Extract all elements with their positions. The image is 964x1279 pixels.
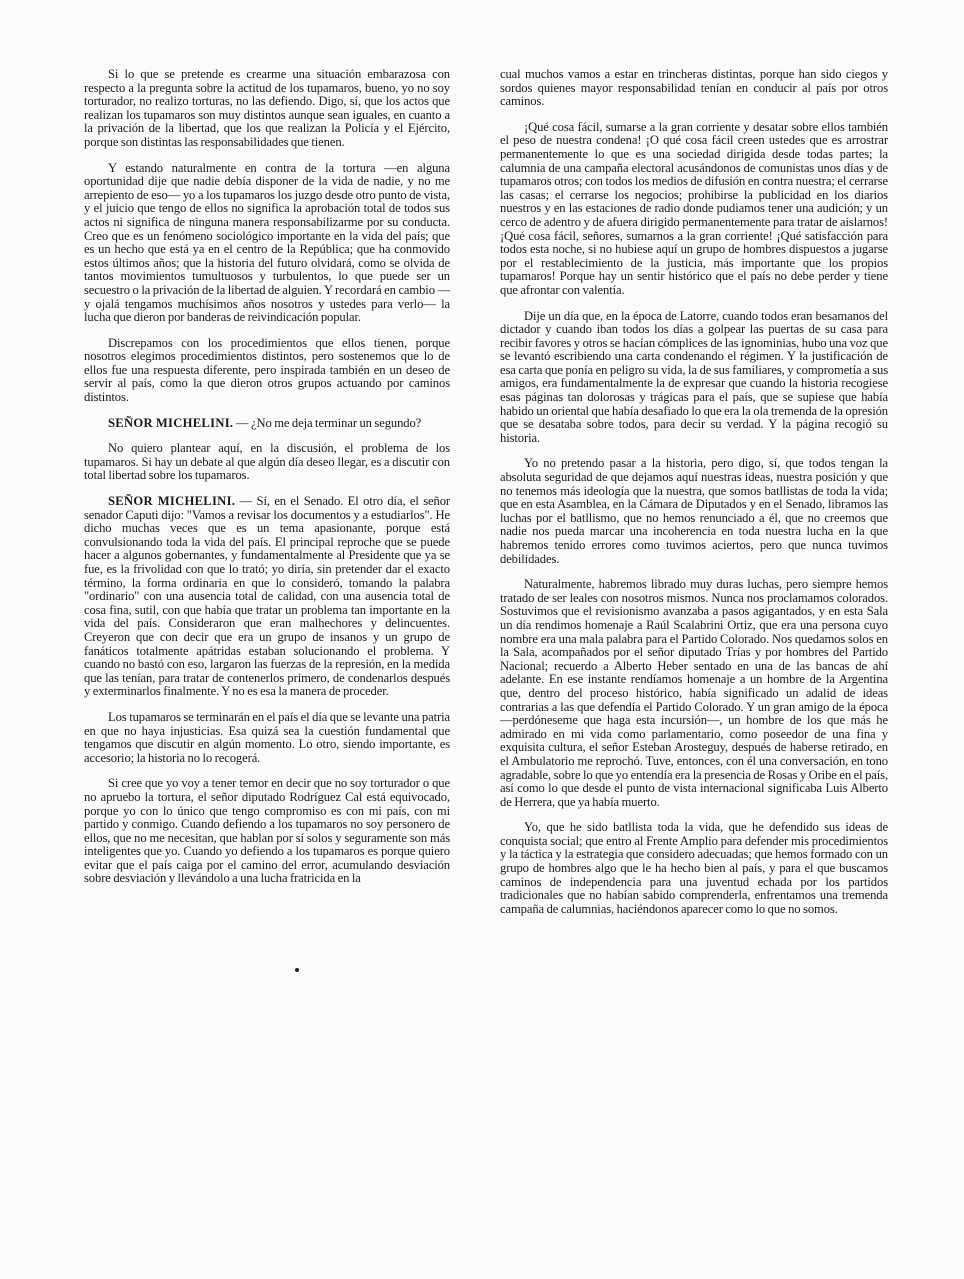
paragraph: Yo, que he sido batllista toda la vida, que he defendido sus ideas de conquista social; que entro al Frente Amplio para defender mis procedimientos y la táctica y la estrategia que considero adecuadas; que hemos formado con un grupo de hombres algo que le ha hecho bien al país, y para el que buscamos caminos de independencia para una juventud echada por los partidos tradicionales que no habían sabido comprenderla, enfrentamos una tremenda campaña de calumnias, haciéndonos aparecer como lo que no somos.: [500, 820, 888, 916]
speaker-paragraph: [84, 417, 450, 431]
paragraph: Si lo que se pretende es crearme una situación embarazosa con respecto a la pregunta sobre la actitud de los tupamaros, bueno, yo no soy torturador, no realizo torturas, no las defiendo. Digo, sí, que los actos que realizan los tupamaros son muy distintos aunque sean iguales, en cuanto a la privación de la libertad, que los que realizan la Policía y el Ejército, porque son distintas las responsabilidades que tienen.: [84, 67, 450, 149]
speaker-text: — Sí, en el Senado. El otro día, el señor senador Caputi dijo: "Vamos a revisar los documentos y a estudiarlos". He dicho muchas veces que es un tema apasionante, porque está convulsionando toda la vida del país. El principal reproche que se puede hacer a algunos gobernantes, y fundamentalmente al Presidente que ya se fue, es la frivolidad con que lo trató; yo diría, sin pretender dar el exacto término, la forma ordinaria en que lo consideró, tomando la palabra "ordinario" con una ausencia total de calidad, con una ausencia total de cosa fina, sutil, con que había que tratar un problema tan importante en la vida del país. Consideraron que eran malhechores y delincuentes. Creyeron que con decir que era un grupo de insanos y un grupo de fanáticos totalmente apátridas estaban solucionando el problema. Y cuando no bastó con eso, largaron las fuerzas de la represión, en la medida que las tenían, para tratar de contenerlos primero, de condenarlos después y exterminarlos finalmente. Y no es esa la manera de proceder.: [84, 494, 450, 699]
right-column: [500, 68, 888, 928]
paragraph: Los tupamaros se terminarán en el país el día que se levante una patria en que no haya injusticias. Esa quizá sea la cuestión fundamental que tengamos que discutir en algún momento. Lo otro, siendo importante, es accesorio; la historia no lo recogerá.: [84, 709, 450, 765]
speaker-paragraph: [84, 495, 450, 699]
paragraph: Dije un día que, en la época de Latorre, cuando todos eran besamanos del dictador y cuando iban todos los días a golpear las puertas de su casa para recibir favores y otros se hacían cómplices de las ignominias, hubo una voz que se levantó escribiendo una carta condenando el régimen. Y la justificación de esa carta que ponía en peligro su vida, la de sus familiares, y comprometía a sus amigos, era fundamentalmente la de expresar que cuando la historia recogiese esas páginas tan dolorosas y trágicas para el país, que se supiese que había habido un oriental que había desafiado lo que era la ola tremenda de la opresión que se desataba sobre todos, para decir su verdad. Y la página recogió su historia.: [500, 308, 888, 445]
speaker-text: — ¿No me deja terminar un segundo?: [233, 415, 422, 430]
paragraph: Si cree que yo voy a tener temor en decir que no soy torturador o que no apruebo la tortura, el señor diputado Rodríguez Cal está equivocado, porque yo con lo único que tengo compromiso es con mi país, con mi partido y conmigo. Cuando defiendo a los tupamaros no soy personero de ellos, que no me necesitan, que hablan por sí solos y seguramente son más inteligentes que yo. Cuando yo defiendo a los tupamaros es porque quiero evitar que el país caiga por el camino del error, acumulando desviación sobre desviación y llevándolo a una lucha fratricida en la: [84, 776, 450, 886]
speaker-name: SEÑOR MICHELINI.: [108, 415, 234, 430]
paragraph: Yo no pretendo pasar a la historia, pero digo, sí, que todos tengan la absoluta seguridad de que dejamos aquí nuestras ideas, nuestra posición y que no tenemos más ideología que la nuestra, que somos batllistas de toda la vida; que en esta Asamblea, en la Cámara de Diputados y en el Senado, libramos las luchas por el batllismo, que no hemos renunciado a él, que no creemos que nadie nos pueda marcar una incoherencia en toda nuestra lucha en la que habremos tenido errores como tuvimos aciertos, pero que nunca tuvimos debilidades.: [500, 456, 888, 566]
paragraph: Naturalmente, habremos librado muy duras luchas, pero siempre hemos tratado de ser leales con nosotros mismos. Nunca nos proclamamos colorados. Sostuvimos que el revisionismo avanzaba a pasos agigantados, y en esta Sala un día rendimos homenaje a Raúl Scalabrini Ortiz, que era una persona cuyo nombre era una mala palabra para el Partido Colorado. Nos quedamos solos en la Sala, acompañados por el señor diputado Trías y por hombres del Partido Nacional; recuerdo a Alberto Heber sentado en una de las bancas de ahí adelante. En ese instante rendíamos homenaje a un hombre de la Argentina que, dentro del proceso histórico, había significado un adalid de ideas contrarias a las que defendía el Partido Colorado. Y un gran amigo de la época —perdóneseme que haga esta incursión—, un hombre de los que más he admirado en mi vida como parlamentario, como poseedor de una fina y exquisita cultura, el señor Esteban Arosteguy, después de haberse retirado, en el Ambulatorio me reprochó. Tuve, entonces, con él una conversación, en tono agradable, sobre lo que yo entendía era la presencia de Rosas y Oribe en el país, así como lo que desde el punto de vista internacional significaba Luis Alberto de Herrera, que ya había muerto.: [500, 577, 888, 809]
paragraph: No quiero plantear aquí, en la discusión, el problema de los tupamaros. Si hay un debate al que algún día deseo llegar, es a discutir con total libertad sobre los tupamaros.: [84, 441, 450, 483]
bullet-mark: [295, 968, 299, 972]
left-column: [84, 68, 450, 898]
paragraph: cual muchos vamos a estar en trincheras distintas, porque han sido ciegos y sordos quienes mayor responsabilidad tenían en conducir al país por otros caminos.: [500, 67, 888, 109]
paragraph: Discrepamos con los procedimientos que ellos tienen, porque nosotros elegimos procedimientos distintos, pero sostenemos que lo de ellos fue una respuesta diferente, pero inspirada también en un deseo de servir al país, como la que dieron otros grupos actuando por caminos distintos.: [84, 335, 450, 405]
speaker-name: SEÑOR MICHELINI.: [108, 494, 236, 509]
paragraph: ¡Qué cosa fácil, sumarse a la gran corriente y desatar sobre ellos también el peso de nuestra condena! ¡O qué cosa fácil creen ustedes que es arrostrar permanentemente lo que es una sociedad dirigida desde todas partes; la calumnia de una campaña electoral acusándonos de comunistas unos días y de tupamaros otros; con todos los medios de difusión en contra nuestra; el cerrarse las casas; el cerrarse los negocios; prohibirse la publicidad en los diarios nuestros y en las estaciones de radio donde pudiamos tener una audición; y un cerco de adentro y de afuera dirigido permanentemente para tratar de aislarnos! ¡Qué cosa fácil, señores, sumarnos a la gran corriente! ¡Qué satisfacción para todos esta noche, si no hubiese aquí un grupo de hombres dispuestos a jugarse por el restablecimiento de la justicia, más importante que los propios tupamaros! Porque hay un sentir histórico que el país no debe perder y tiene que afrontar con valentía.: [500, 119, 888, 297]
paragraph: Y estando naturalmente en contra de la tortura —en alguna oportunidad dije que nadie debía disponer de la vida de nadie, y no me arrepiento de eso— yo a los tupamaros los juzgo desde otro punto de vista, y el juicio que tengo de ellos no significa la aprobación total de todos sus actos ni significa de ninguna manera responsabilizarme por su conducta. Creo que es un fenómeno sociológico importante en la vida del país; que es un hecho que está ya en el centro de la República; que ha conmovido estos últimos años; que la historia del futuro olvidará, como se olvida de tantos movimientos tumultuosos y turbulentos, lo que puede ser un secuestro o la privación de la libertad de alguien. Y recordará en cambio —y ojalá tengamos muchísimos años nosotros y ustedes para verlo— la lucha que dieron por banderas de reivindicación popular.: [84, 160, 450, 325]
